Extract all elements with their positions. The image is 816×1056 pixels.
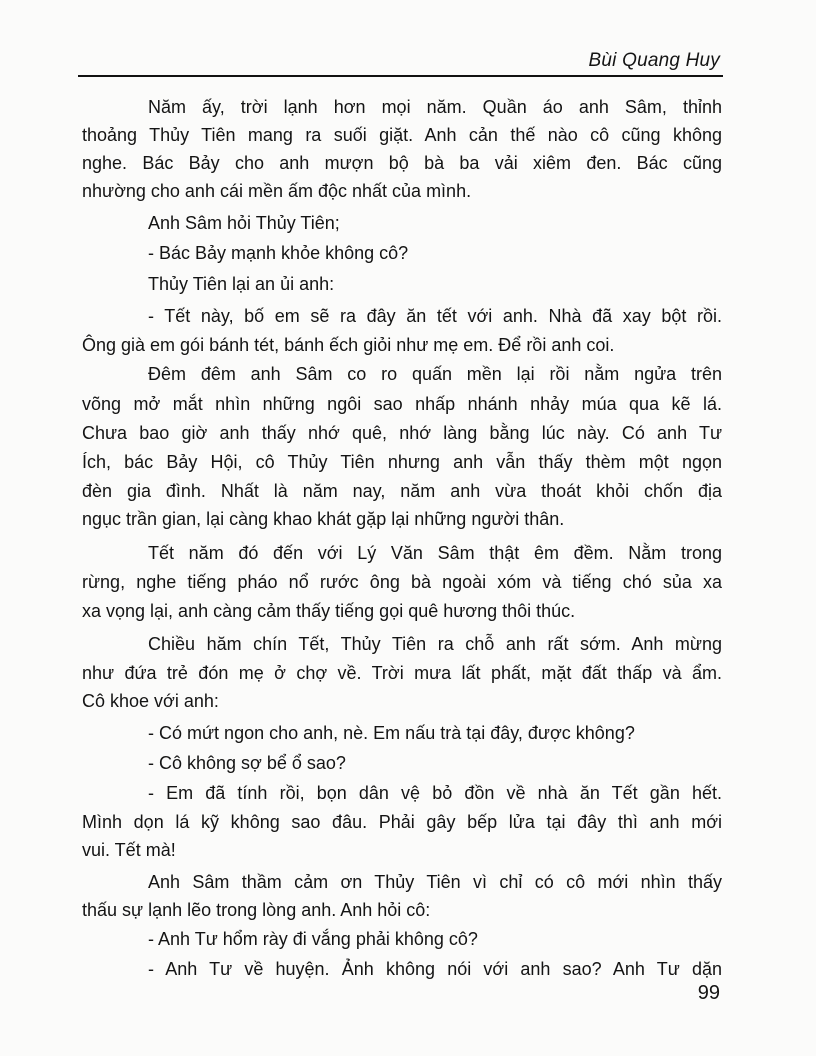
text-line: - Cô không sợ bể ổ sao? — [148, 753, 346, 773]
text-line: - Bác Bảy mạnh khỏe không cô? — [148, 243, 409, 263]
text-line: vui. Tết mà! — [82, 840, 176, 860]
text-line: Chưa bao giờ anh thấy nhớ quê, nhớ làng bằng lúc này. Có anh Tư — [82, 423, 722, 443]
text-line: xa vọng lại, anh càng cảm thấy tiếng gọi quê hương thôi thúc. — [82, 601, 576, 621]
text-line: - Anh Tư hổm rày đi vắng phải không cô? — [148, 929, 478, 949]
text-line: - Có mứt ngon cho anh, nè. Em nấu trà tại đây, được không? — [148, 723, 635, 743]
header-rule — [78, 75, 723, 77]
text-line: võng mở mắt nhìn những ngôi sao nhấp nhánh nhảy múa qua kẽ lá. — [82, 394, 722, 414]
text-line: ngục trần gian, lại càng khao khát gặp lại những người thân. — [82, 509, 565, 529]
text-line: rừng, nghe tiếng pháo nổ rước ông bà ngoài xóm và tiếng chó sủa xa — [82, 572, 722, 592]
text-line: Năm ấy, trời lạnh hơn mọi năm. Quần áo anh Sâm, thỉnh — [148, 97, 722, 117]
text-line: thấu sự lạnh lẽo trong lòng anh. Anh hỏi cô: — [82, 900, 431, 920]
text-line: thoảng Thủy Tiên mang ra suối giặt. Anh cản thế nào cô cũng không — [82, 125, 722, 145]
text-line: - Em đã tính rồi, bọn dân vệ bỏ đồn về nhà ăn Tết gần hết. — [148, 783, 722, 803]
text-line: nhường cho anh cái mền ấm độc nhất của mình. — [82, 181, 472, 201]
text-line: đèn gia đình. Nhất là năm nay, năm anh vừa thoát khỏi chốn địa — [82, 481, 722, 501]
text-line: Chiều hăm chín Tết, Thủy Tiên ra chỗ anh rất sớm. Anh mừng — [148, 634, 722, 654]
text-line: Ông già em gói bánh tét, bánh ếch giỏi như mẹ em. Để rồi anh coi. — [82, 335, 615, 355]
text-line: nghe. Bác Bảy cho anh mượn bộ bà ba vải xiêm đen. Bác cũng — [82, 153, 722, 173]
text-line: Mình dọn lá kỹ không sao đâu. Phải gây bếp lửa tại đây thì anh mới — [82, 812, 722, 832]
text-line: như đứa trẻ đón mẹ ở chợ về. Trời mưa lất phất, mặt đất thấp và ẩm. — [82, 663, 722, 683]
text-line: Đêm đêm anh Sâm co ro quấn mền lại rồi nằm ngửa trên — [148, 364, 722, 384]
text-line: Cô khoe với anh: — [82, 691, 219, 711]
text-line: - Anh Tư về huyện. Ảnh không nói với anh sao? Anh Tư dặn — [148, 959, 722, 979]
page-number: 99 — [697, 982, 720, 1004]
text-line: Tết năm đó đến với Lý Văn Sâm thật êm đềm. Nằm trong — [148, 543, 722, 563]
text-line: Thủy Tiên lại an ủi anh: — [148, 274, 335, 294]
text-line: - Tết này, bố em sẽ ra đây ăn tết với anh. Nhà đã xay bột rồi. — [148, 306, 722, 326]
text-line: Anh Sâm hỏi Thủy Tiên; — [148, 213, 340, 233]
running-head-author: Bùi Quang Huy — [588, 50, 720, 71]
text-line: Anh Sâm thầm cảm ơn Thủy Tiên vì chỉ có cô mới nhìn thấy — [148, 872, 722, 892]
text-line: Ích, bác Bảy Hội, cô Thủy Tiên nhưng anh vẫn thấy thèm một ngọn — [82, 452, 722, 472]
